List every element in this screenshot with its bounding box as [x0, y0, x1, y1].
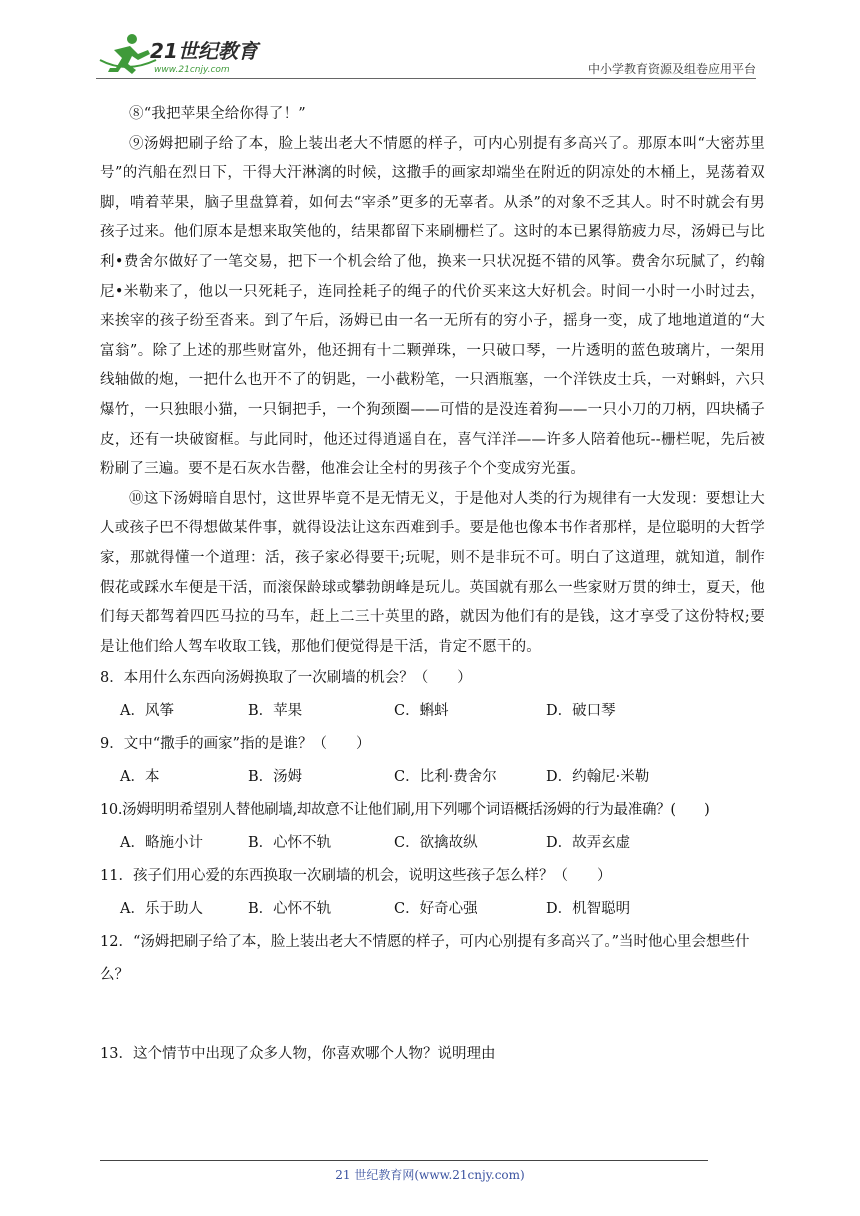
passage-paragraph-9: ⑨汤姆把刷子给了本，脸上装出老大不情愿的样子，可内心别提有多高兴了。那原本叫“大密苏里号”的汽船在烈日下，干得大汗淋漓的时候，这撒手的画家却端坐在附近的阴凉处的木桶上，晃荡着双脚，啃着苹果，脑子里盘算着，如何去“宰杀”更多的无辜者。从杀”的对象不乏其人。时不时就会有男孩子过来。他们原本是想来取笑他的，结果都留下来刷栅栏了。这时的本已累得筋疲力尽，汤姆已与比利•费舍尔做好了一笔交易，把下一个机会给了他，换来一只状况挺不错的风筝。费舍尔玩腻了，约翰尼•米勒来了，他以一只死耗子，连同拴耗子的绳子的代价买来这大好机会。时间一小时一小时过去，来挨宰的孩子纷至沓来。到了午后，汤姆已由一名一无所有的穷小子，摇身一变，成了地地道道的“大富翁”。除了上述的那些财富外，他还拥有十二颗弹珠，一只破口琴，一片透明的蓝色玻璃片，一架用线轴做的炮，一把什么也开不了的钥匙，一小截粉笔，一只酒瓶塞，一个洋铁皮士兵，一对蝌蚪，六只爆竹，一只独眼小猫，一只铜把手，一个狗颈圈——可惜的是没连着狗——一只小刀的刀柄，四块橘子皮，还有一块破窗框。与此同时，他还过得逍遥自在，喜气洋洋——许多人陪着他玩--栅栏呢，先后被粉刷了三遍。要不是石灰水告罄，他准会让全村的男孩子个个变成穷光蛋。: [100, 135, 765, 478]
option-a: A．本: [120, 769, 160, 786]
passage-paragraph-10: ⑩这下汤姆暗自思忖，这世界毕竟不是无情无义，于是他对人类的行为规律有一大发现：要想让大人或孩子巴不得想做某件事，就得设法让这东西难到手。要是他也像本书作者那样，是位聪明的大哲学家，那就得懂一个道理：活，孩子家必得要干;玩呢，则不是非玩不可。明白了这道理，就知道，制作假花或踩水车便是干活，而滚保龄球或攀勃朗峰是玩儿。英国就有那么一些家财万贯的绅士，夏天，他们每天都驾着四匹马拉的马车，赶上二三十英里的路，就因为他们有的是钱，这才享受了这份特权;要是让他们给人驾车收取工钱，那他们便觉得是干活，肯定不愿干的。: [100, 490, 765, 655]
question-text: 13．这个情节中出现了众多人物，你喜欢哪个人物？说明理由: [100, 1046, 496, 1063]
option-c: C．比利·费舍尔: [394, 769, 497, 786]
option-d: D．破口琴: [546, 703, 616, 720]
option-b: B．心怀不轨: [248, 901, 332, 918]
option-b: B．汤姆: [248, 769, 303, 786]
option-c: C．蝌蚪: [394, 703, 449, 720]
answer-space: [100, 992, 765, 1038]
option-b: B．心怀不轨: [248, 835, 332, 852]
footer-divider: [100, 1160, 708, 1161]
question-text: 9．文中“撒手的画家”指的是谁？（ ）: [100, 736, 371, 753]
question-text: 10.汤姆明明希望别人替他刷墙,却故意不让他们刷,用下列哪个词语概括汤姆的行为最准确？( ): [100, 802, 710, 819]
page-header: [96, 30, 756, 82]
logo: [96, 30, 266, 78]
question-9: [100, 728, 765, 794]
options: [100, 893, 765, 926]
platform-name: 中小学教育资源及组卷应用平台: [587, 62, 756, 76]
runner-icon: [100, 34, 156, 74]
header-divider: [96, 78, 756, 79]
question-10: [100, 794, 765, 860]
options: [100, 695, 765, 728]
passage-paragraph-8: ⑧“我把苹果全给你得了！”: [129, 106, 306, 122]
option-d: D．故弄玄虚: [546, 835, 631, 852]
question-12: [100, 926, 765, 1038]
question-text: 12．“汤姆把刷子给了本，脸上装出老大不情愿的样子，可内心别提有多高兴了。”当时他心里会想些什么？: [100, 934, 750, 984]
options: [100, 761, 765, 794]
option-d: D．约翰尼·米勒: [546, 769, 650, 786]
option-a: A．风筝: [120, 703, 174, 720]
option-a: A．略施小计: [120, 835, 203, 852]
question-text: 8．本用什么东西向汤姆换取了一次刷墙的机会？（ ）: [100, 670, 472, 687]
option-b: B．苹果: [248, 703, 303, 720]
question-11: [100, 860, 765, 926]
option-c: C．欲擒故纵: [394, 835, 478, 852]
option-d: D．机智聪明: [546, 901, 631, 918]
page-footer: 21 世纪教育网(www.21cnjy.com): [335, 1168, 525, 1182]
question-text: 11．孩子们用心爱的东西换取一次刷墙的机会，说明这些孩子怎么样？（ ）: [100, 868, 612, 885]
option-a: A．乐于助人: [120, 901, 203, 918]
logo-text: 21世纪教育: [150, 39, 258, 63]
question-8: [100, 662, 765, 728]
option-c: C．好奇心强: [394, 901, 478, 918]
logo-url: www.21cnjy.com: [154, 65, 230, 75]
question-13: [100, 1038, 765, 1071]
document-body: [100, 100, 765, 1071]
options: [100, 827, 765, 860]
